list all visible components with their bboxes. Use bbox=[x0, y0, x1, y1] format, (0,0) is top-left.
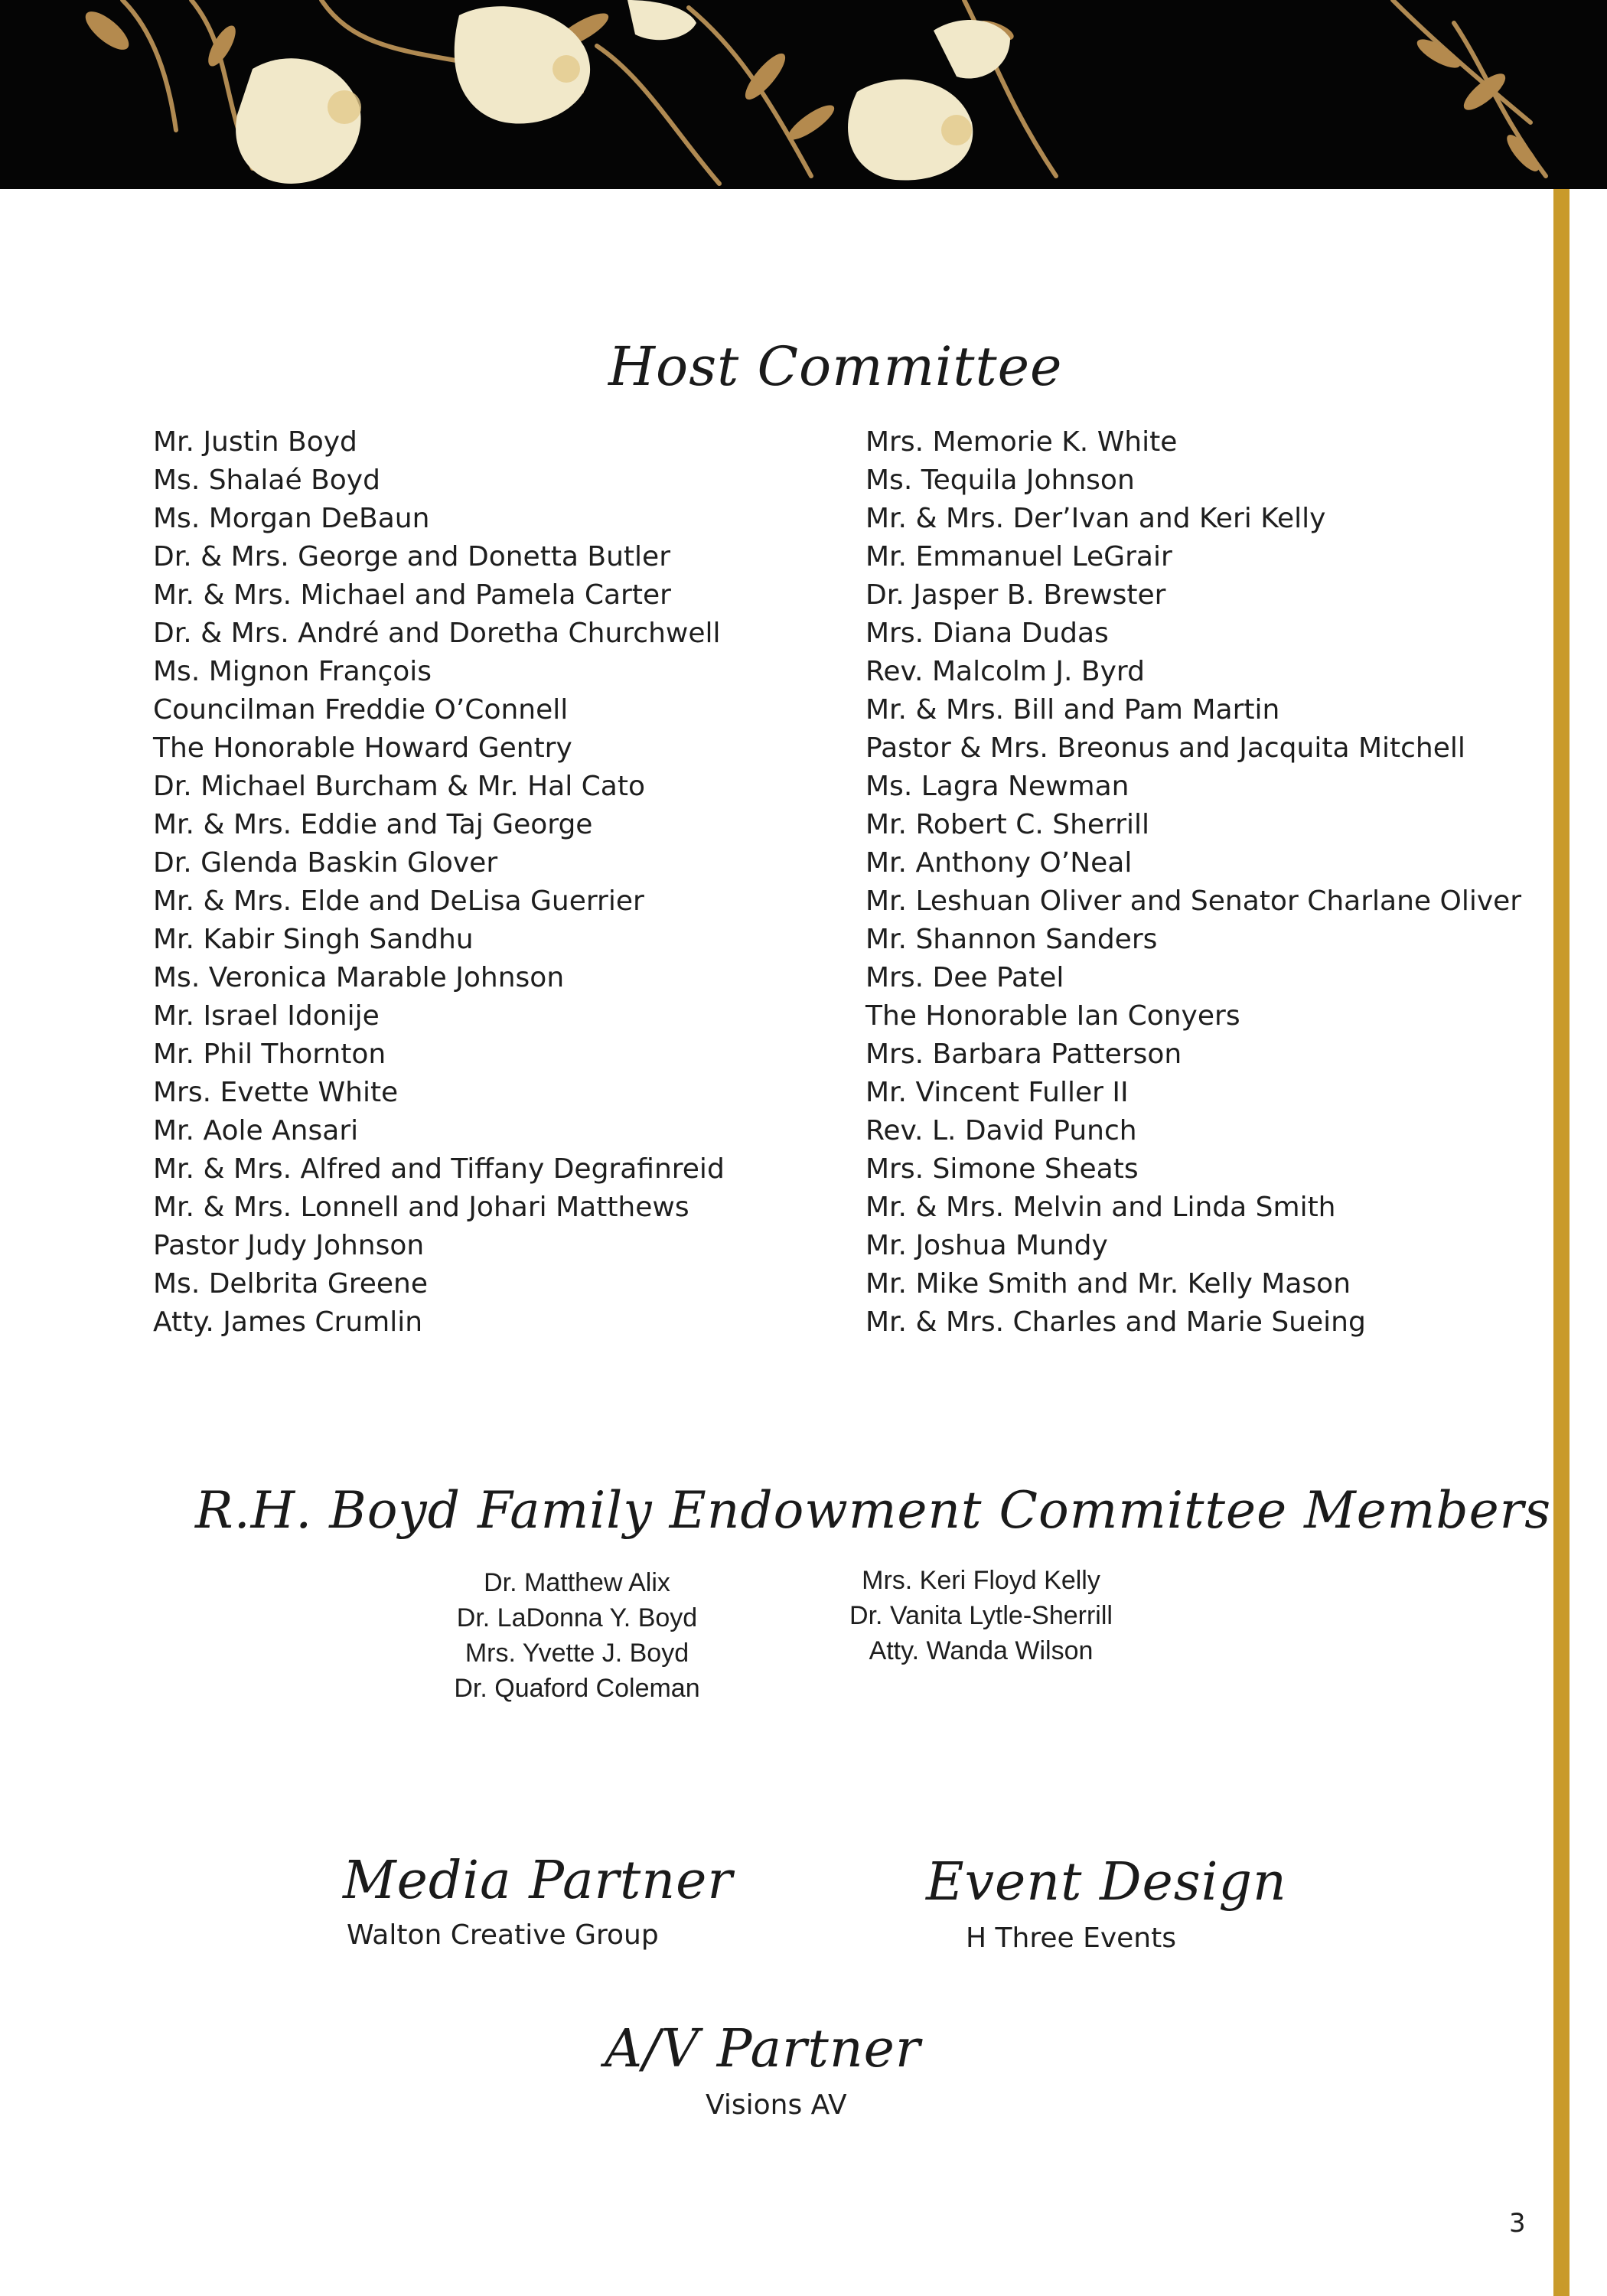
gold-side-bar bbox=[1553, 189, 1570, 2296]
committee-member: Pastor & Mrs. Breonus and Jacquita Mitchell bbox=[865, 732, 1465, 764]
committee-member: Mrs. Diana Dudas bbox=[865, 618, 1109, 649]
committee-member: Mr. Emmanuel LeGrair bbox=[865, 541, 1172, 572]
committee-member: Dr. & Mrs. André and Doretha Churchwell bbox=[153, 618, 721, 649]
committee-member: Mr. & Mrs. Elde and DeLisa Guerrier bbox=[153, 885, 644, 917]
committee-member: Councilman Freddie O’Connell bbox=[153, 694, 569, 726]
endowment-committee-left-column bbox=[424, 1565, 730, 1706]
host-committee-right-column bbox=[865, 423, 1521, 1342]
committee-member: Rev. Malcolm J. Byrd bbox=[865, 656, 1145, 687]
committee-member: Mrs. Evette White bbox=[153, 1077, 399, 1108]
committee-member: Ms. Lagra Newman bbox=[865, 771, 1129, 802]
committee-member: Rev. L. David Punch bbox=[865, 1115, 1137, 1146]
committee-member: Mrs. Yvette J. Boyd bbox=[464, 1639, 689, 1668]
committee-member: Mr. Aole Ansari bbox=[153, 1115, 359, 1146]
committee-member: Mrs. Barbara Patterson bbox=[865, 1039, 1182, 1070]
committee-member: Dr. Jasper B. Brewster bbox=[865, 579, 1166, 611]
committee-member: Mr. Justin Boyd bbox=[153, 426, 357, 458]
committee-member: Mrs. Memorie K. White bbox=[865, 426, 1178, 458]
floral-banner bbox=[0, 0, 1607, 189]
committee-member: Mr. & Mrs. Der’Ivan and Keri Kelly bbox=[865, 503, 1326, 534]
event-design-name: H Three Events bbox=[966, 1923, 1176, 1954]
committee-member: Mr. Vincent Fuller II bbox=[865, 1077, 1129, 1108]
committee-member: Mr. & Mrs. Alfred and Tiffany Degrafinreid bbox=[153, 1153, 725, 1185]
committee-member: Ms. Shalaé Boyd bbox=[153, 465, 380, 496]
committee-member: Mr. & Mrs. Charles and Marie Sueing bbox=[865, 1306, 1366, 1338]
committee-member: Ms. Morgan DeBaun bbox=[153, 503, 430, 534]
committee-member: Mr. & Mrs. Lonnell and Johari Matthews bbox=[153, 1192, 689, 1223]
committee-member: Mr. & Mrs. Eddie and Taj George bbox=[153, 809, 593, 840]
committee-member: Dr. Matthew Alix bbox=[484, 1568, 670, 1597]
committee-member: Mr. Phil Thornton bbox=[153, 1039, 386, 1070]
committee-member: Mr. Israel Idonije bbox=[153, 1000, 380, 1032]
host-committee-left-column bbox=[153, 423, 725, 1342]
endowment-committee-title: R.H. Boyd Family Endowment Committee Members bbox=[195, 1481, 1552, 1540]
committee-member: Mrs. Simone Sheats bbox=[865, 1153, 1139, 1185]
committee-member: The Honorable Ian Conyers bbox=[865, 1000, 1240, 1032]
committee-member: Mrs. Dee Patel bbox=[865, 962, 1064, 993]
host-committee-title: Host Committee bbox=[608, 335, 1063, 398]
committee-member: Mr. Anthony O’Neal bbox=[865, 847, 1133, 879]
committee-member: Atty. James Crumlin bbox=[153, 1306, 423, 1338]
endowment-committee-right-column bbox=[828, 1563, 1134, 1668]
committee-member: Ms. Tequila Johnson bbox=[865, 465, 1135, 496]
committee-member: Mr. Robert C. Sherrill bbox=[865, 809, 1150, 840]
media-partner-title: Media Partner bbox=[343, 1851, 733, 1911]
committee-member: Mr. Leshuan Oliver and Senator Charlane Oliver bbox=[865, 885, 1522, 917]
committee-member: Mr. Joshua Mundy bbox=[865, 1230, 1108, 1261]
committee-member: Ms. Mignon François bbox=[153, 656, 432, 687]
committee-member: Mr. Shannon Sanders bbox=[865, 924, 1158, 955]
committee-member: Mr. & Mrs. Michael and Pamela Carter bbox=[153, 579, 671, 611]
committee-member: Dr. Quaford Coleman bbox=[454, 1674, 700, 1703]
committee-member: Atty. Wanda Wilson bbox=[869, 1636, 1094, 1665]
committee-member: Pastor Judy Johnson bbox=[153, 1230, 425, 1261]
committee-member: Ms. Delbrita Greene bbox=[153, 1268, 429, 1300]
committee-member: The Honorable Howard Gentry bbox=[153, 732, 572, 764]
committee-member: Dr. & Mrs. George and Donetta Butler bbox=[153, 541, 671, 572]
committee-member: Ms. Veronica Marable Johnson bbox=[153, 962, 565, 993]
av-partner-name: Visions AV bbox=[706, 2089, 847, 2121]
committee-member: Dr. Michael Burcham & Mr. Hal Cato bbox=[153, 771, 646, 802]
committee-member: Dr. Vanita Lytle-Sherrill bbox=[849, 1601, 1113, 1630]
av-partner-title: A/V Partner bbox=[605, 2019, 921, 2079]
committee-member: Mr. & Mrs. Bill and Pam Martin bbox=[865, 694, 1280, 726]
floral-illustration-icon bbox=[0, 0, 1607, 189]
committee-member: Mr. & Mrs. Melvin and Linda Smith bbox=[865, 1192, 1336, 1223]
page-number: 3 bbox=[1509, 2208, 1526, 2239]
committee-member: Mr. Kabir Singh Sandhu bbox=[153, 924, 474, 955]
committee-member: Dr. LaDonna Y. Boyd bbox=[456, 1603, 698, 1632]
committee-member: Mrs. Keri Floyd Kelly bbox=[862, 1566, 1100, 1595]
event-design-title: Event Design bbox=[926, 1852, 1287, 1913]
committee-member: Dr. Glenda Baskin Glover bbox=[153, 847, 498, 879]
committee-member: Mr. Mike Smith and Mr. Kelly Mason bbox=[865, 1268, 1351, 1300]
media-partner-name: Walton Creative Group bbox=[347, 1919, 659, 1951]
